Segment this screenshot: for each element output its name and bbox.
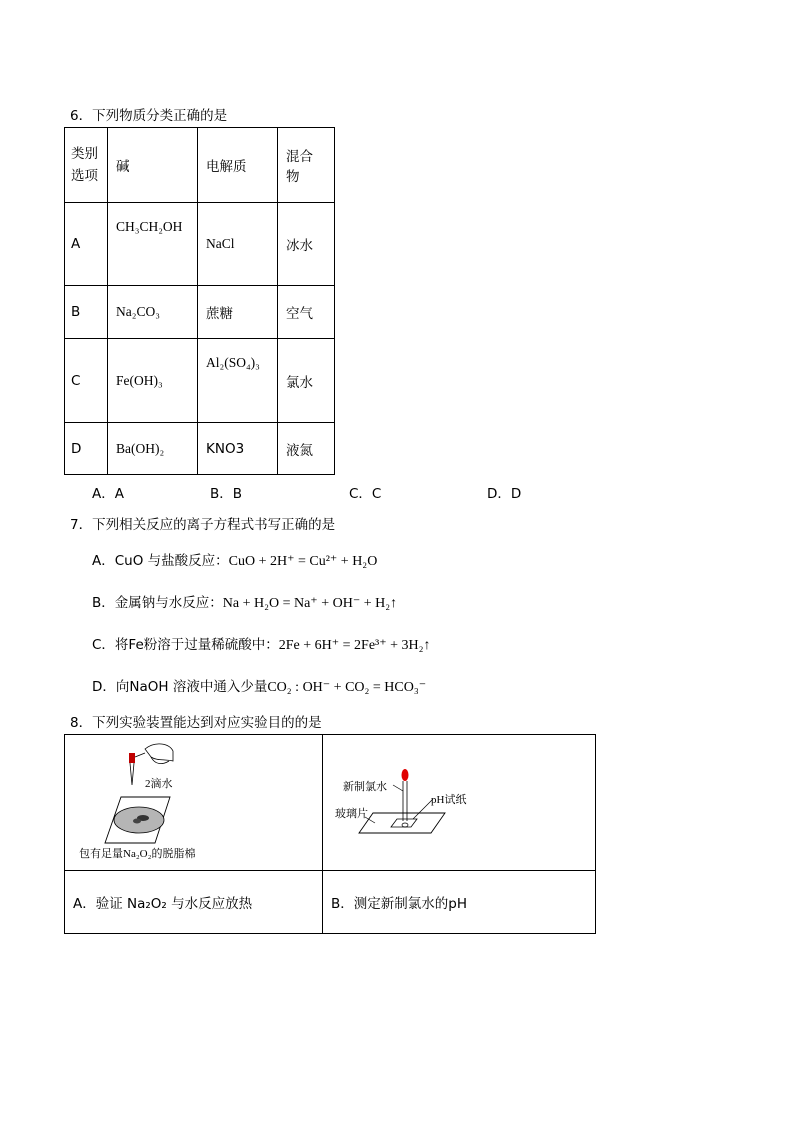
choice-d: D．D <box>487 486 522 502</box>
option-prefix: D．向NaOH 溶液中通入少量 <box>92 679 268 695</box>
corner-cell <box>65 128 108 203</box>
figure-b-cell <box>323 735 596 871</box>
dropper-tube <box>130 763 134 785</box>
option-label: A <box>65 203 108 286</box>
table-row <box>65 203 335 286</box>
option-label: C <box>65 339 108 423</box>
ion-equation: CO₂ : OH⁻ + CO₂ = HCO₃⁻ <box>267 680 427 695</box>
choice-c: C．C <box>349 486 382 502</box>
option-a-caption: A．验证 Na₂O₂ 与水反应放热 <box>65 871 323 934</box>
label-ph-paper: pH试纸 <box>431 794 467 806</box>
row-b-base: Na₂CO₃ <box>108 286 198 339</box>
glass-plate <box>359 813 445 833</box>
row-d-base: Ba(OH)₂ <box>108 423 198 475</box>
row-c-mixture: 氯水 <box>278 339 335 423</box>
label-glass-plate: 玻璃片 <box>335 808 368 820</box>
table-row <box>65 286 335 339</box>
header-mixture: 混合物 <box>278 128 335 203</box>
row-b-mixture: 空气 <box>278 286 335 339</box>
q6-stem: 6．下列物质分类正确的是 <box>70 108 228 124</box>
row-d-mixture: 液氮 <box>278 423 335 475</box>
ion-equation: Na + H₂O = Na⁺ + OH⁻ + H₂↑ <box>222 596 398 611</box>
header-electrolyte: 电解质 <box>198 128 278 203</box>
q8-stem: 8．下列实验装置能达到对应实验目的的是 <box>70 715 322 731</box>
ion-equation: 2Fe + 6H⁺ = 2Fe³⁺ + 3H₂↑ <box>278 638 431 653</box>
row-b-electrolyte: 蔗糖 <box>198 286 278 339</box>
dropper-bulb <box>402 769 409 781</box>
caption-row <box>65 871 596 934</box>
row-d-electrolyte: KNO3 <box>198 423 278 475</box>
table-row <box>65 339 335 423</box>
ion-equation: CuO + 2H⁺ = Cu²⁺ + H₂O <box>228 554 378 569</box>
q7-option-d <box>92 675 426 696</box>
q8-table <box>64 734 596 934</box>
hand-icon <box>145 744 173 761</box>
option-prefix: B．金属钠与水反应： <box>92 595 223 611</box>
q7-option-a <box>92 549 377 570</box>
q7-option-b <box>92 591 397 612</box>
choice-b: B．B <box>210 486 243 502</box>
row-a-base: CH₃CH₂OH <box>108 203 198 286</box>
figure-a-caption: 包有足量Na₂O₂的脱脂棉 <box>79 848 196 860</box>
drop-label: 2滴水 <box>145 778 173 790</box>
row-c-base: Fe(OH)₃ <box>108 339 198 423</box>
figure-a-cell <box>65 735 323 871</box>
row-c-electrolyte: Al₂(SO₄)₃ <box>198 339 278 423</box>
q6-table <box>64 127 335 475</box>
header-base: 碱 <box>108 128 198 203</box>
option-prefix: A．CuO 与盐酸反应： <box>92 553 229 569</box>
figure-row <box>65 735 596 871</box>
q7-option-c <box>92 633 431 654</box>
option-label: D <box>65 423 108 475</box>
option-label: B <box>65 286 108 339</box>
corner-bottom-label: 选项 <box>71 168 98 184</box>
corner-top-label: 类别 <box>71 146 98 162</box>
option-b-caption: B．测定新制氯水的pH <box>323 871 596 934</box>
table-row <box>65 423 335 475</box>
choice-a: A．A <box>92 486 124 502</box>
q7-stem: 7．下列相关反应的离子方程式书写正确的是 <box>70 517 336 533</box>
row-a-mixture: 冰水 <box>278 203 335 286</box>
label-chlorine-water: 新制氯水 <box>343 781 387 793</box>
table-header-row <box>65 128 335 203</box>
dropper-bulb <box>129 753 135 763</box>
row-a-electrolyte: NaCl <box>198 203 278 286</box>
option-prefix: C．将Fe粉溶于过量稀硫酸中： <box>92 637 279 653</box>
